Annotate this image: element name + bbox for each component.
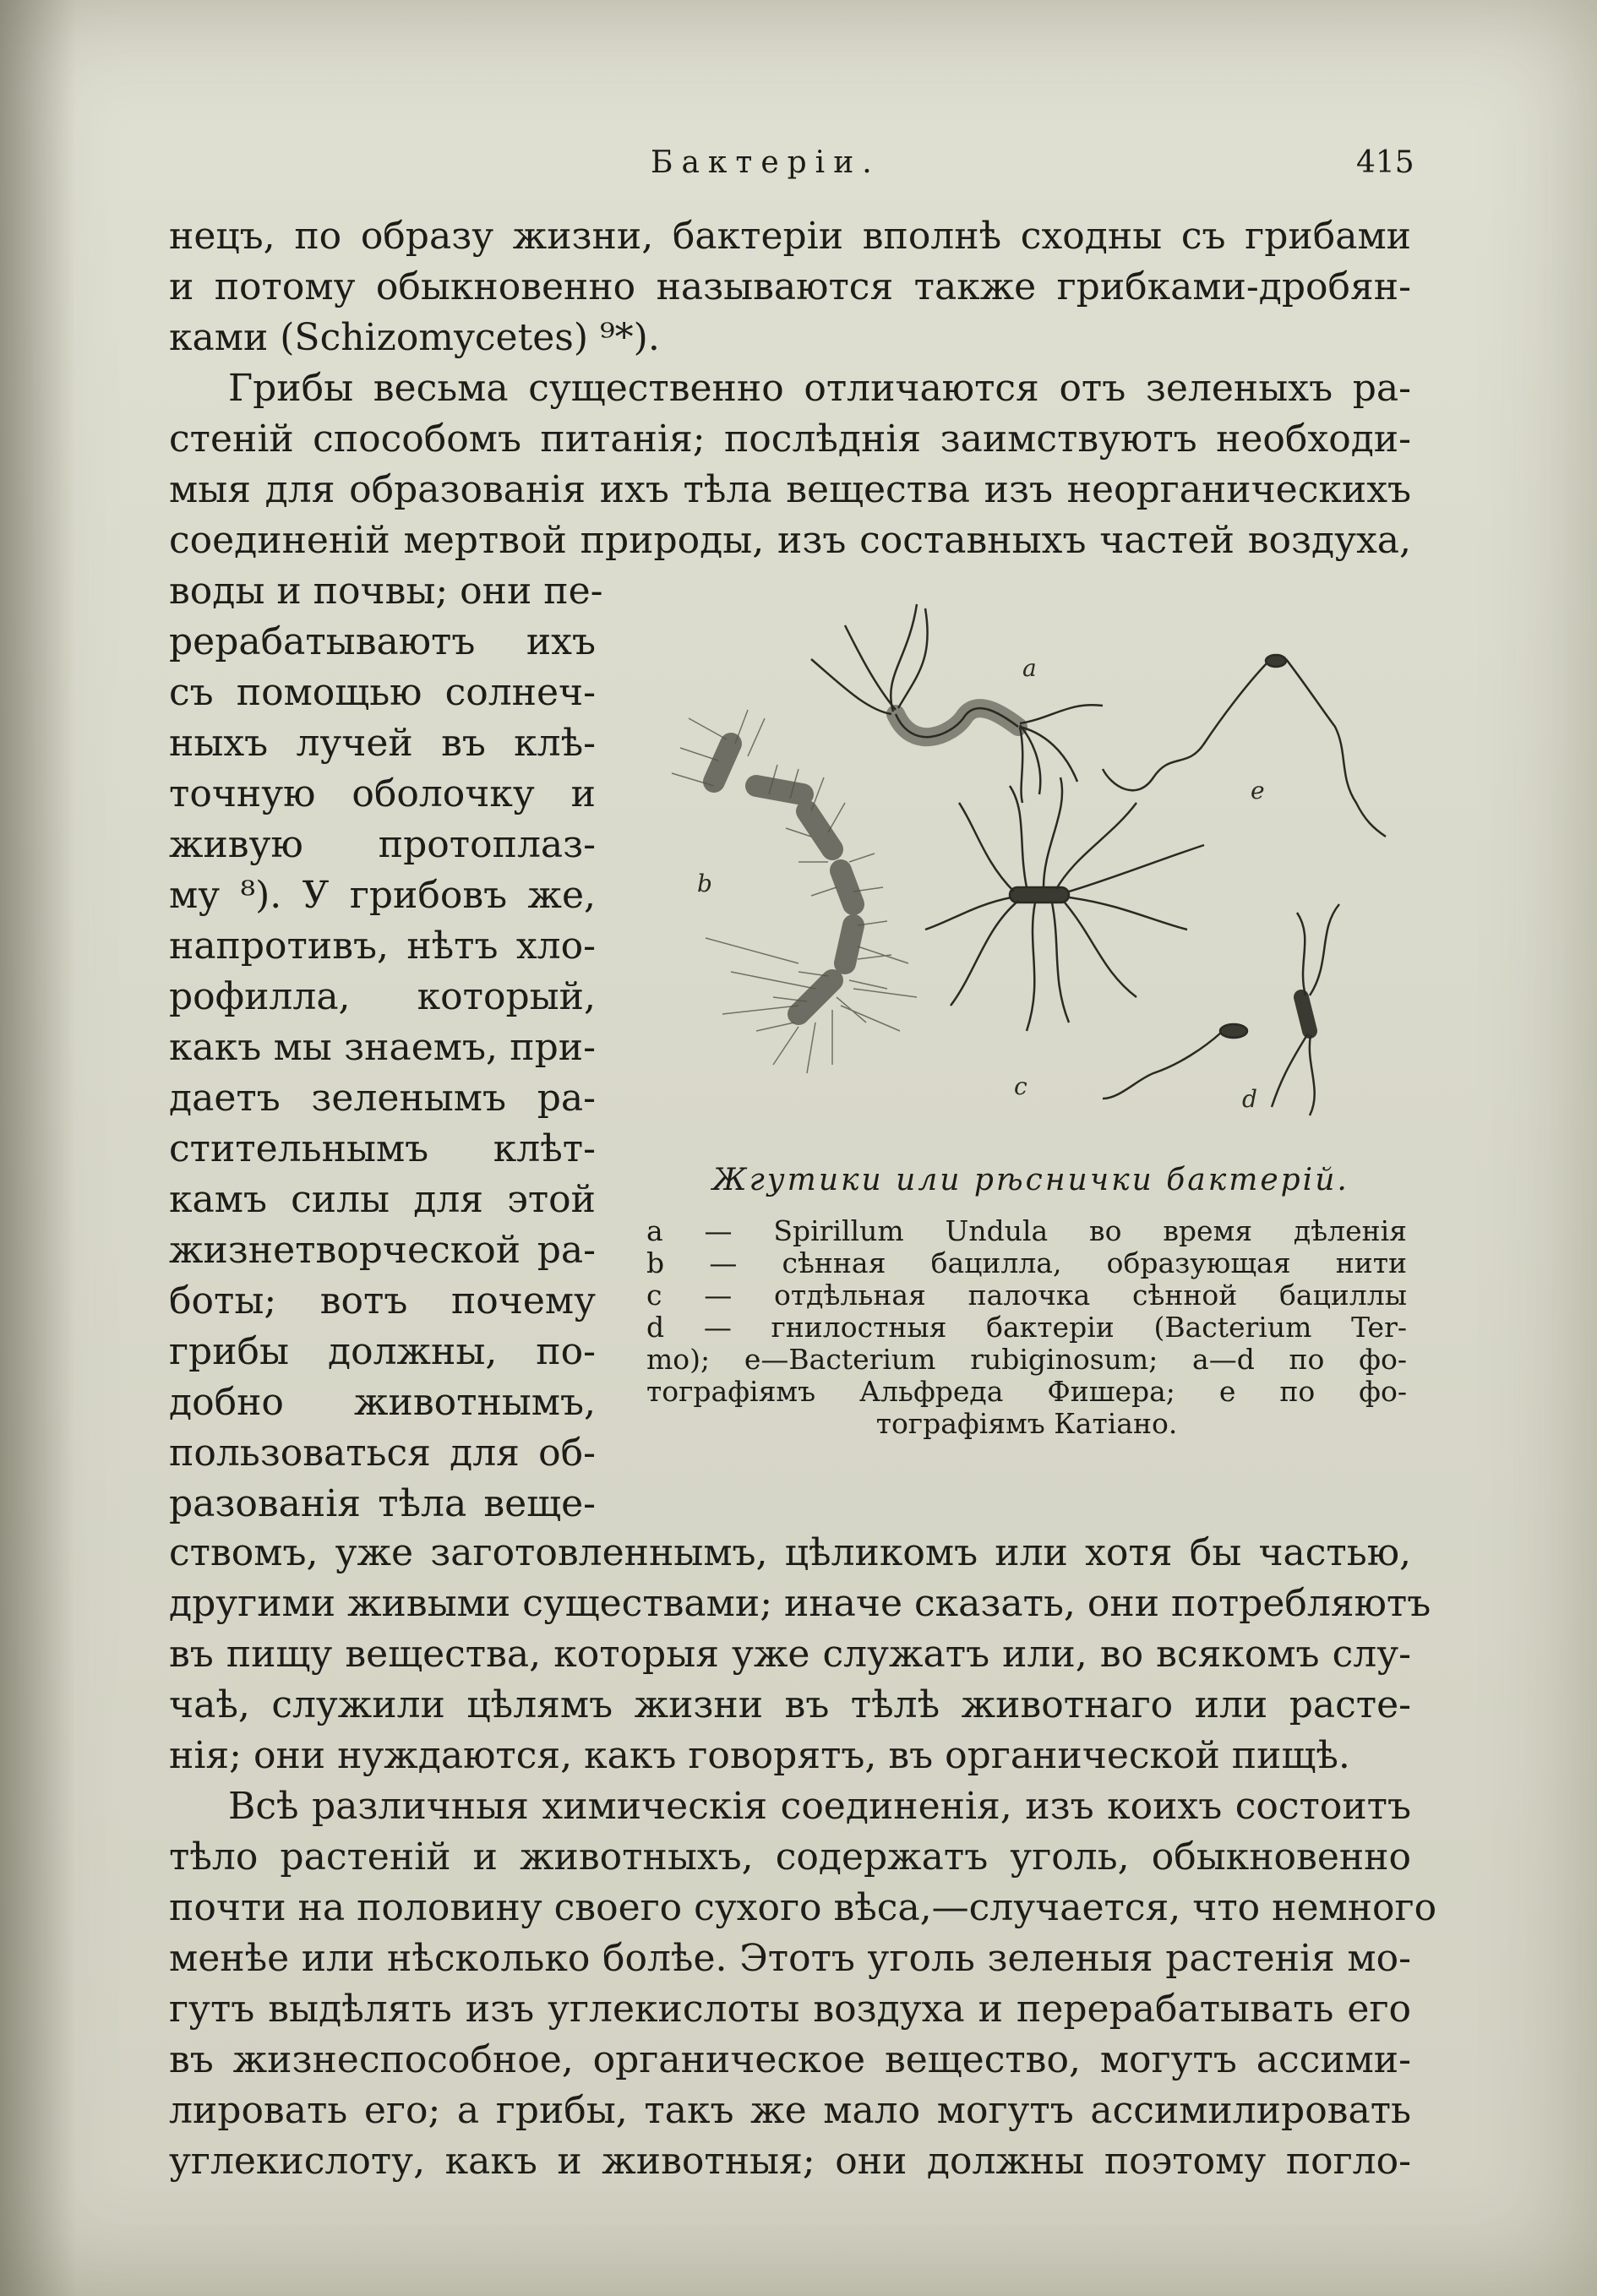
text-line: грибы должны, по- (169, 1330, 596, 1373)
figure-label-b: b (697, 870, 712, 897)
figure-label-e: e (1251, 777, 1265, 804)
text-line: и потому обыкновенно называются также грибками-дробян- (169, 265, 1411, 308)
text-line: лировать его; а грибы, такъ же мало могутъ ассимилировать (169, 2089, 1411, 2132)
text-line: углекислоту, какъ и животныя; они должны поэтому погло- (169, 2140, 1411, 2183)
text-line: добно животнымъ, (169, 1381, 596, 1424)
text-line: гутъ выдѣлять изъ углекислоты воздуха и перерабатывать его (169, 1988, 1411, 2031)
text-line: нецъ, по образу жизни, бактеріи вполнѣ сходны съ грибами (169, 215, 1411, 258)
figure-title: Жгутики или рѣснички бактерій. (712, 1163, 1349, 1197)
bacteria-flagella-illustration (630, 592, 1415, 1149)
text-line: даетъ зеленымъ ра- (169, 1077, 596, 1120)
text-line: тѣло растеній и животныхъ, содержатъ уголь, обыкновенно (169, 1835, 1411, 1879)
text-line: ствомъ, уже заготовленнымъ, цѣликомъ или хотя бы частью, (169, 1531, 1411, 1574)
figure-label-a: a (1022, 654, 1037, 682)
text-line: боты; вотъ почему (169, 1279, 596, 1323)
text-line: какъ мы знаемъ, при- (169, 1026, 596, 1069)
text-line: пользоваться для об- (169, 1432, 596, 1475)
figure-caption-line: тографіямъ Альфреда Фишера; e по фо- (646, 1375, 1407, 1408)
binding-shadow (0, 0, 76, 2296)
text-line: живую протоплаз- (169, 823, 596, 866)
text-line: напротивъ, нѣтъ хло- (169, 924, 596, 968)
text-line: другими живыми существами; иначе сказать, они потребляютъ (169, 1582, 1431, 1625)
figure-caption-line: тографіямъ Катіано. (875, 1407, 1178, 1440)
figure-caption-line: b — сѣнная бацилла, образующая нити (646, 1246, 1407, 1279)
text-line: Грибы весьма существенно отличаются отъ зеленыхъ ра- (228, 367, 1411, 410)
text-line: соединеній мертвой природы, изъ составныхъ частей воздуха, (169, 519, 1411, 562)
text-line: ками (Schizomycetes) ⁹*). (169, 316, 660, 359)
text-line: съ помощью солнеч- (169, 671, 596, 714)
text-line: рерабатываютъ ихъ (169, 620, 596, 663)
running-title: Бактеріи. (651, 145, 880, 180)
figure-label-d: d (1242, 1085, 1257, 1113)
figure-caption-line: d — гнилостныя бактеріи (Bacterium Ter- (646, 1311, 1407, 1344)
text-line: рофилла, который, (169, 975, 596, 1018)
text-line: камъ силы для этой (169, 1178, 596, 1221)
text-line: менѣе или нѣсколько болѣе. Этотъ уголь зеленыя растенія мо- (169, 1937, 1411, 1980)
text-line: стительнымъ клѣт- (169, 1127, 596, 1170)
figure-label-c: c (1014, 1072, 1027, 1100)
figure-caption-line: mo); e—Bacterium rubiginosum; a—d по фо- (646, 1343, 1407, 1376)
page-number: 415 (1356, 145, 1414, 180)
text-line: ныхъ лучей въ клѣ- (169, 722, 596, 765)
text-line: нія; они нуждаются, какъ говорятъ, въ органической пищѣ. (169, 1734, 1350, 1777)
text-line: мыя для образованія ихъ тѣла вещества изъ неорганическихъ (169, 468, 1411, 511)
text-line: Всѣ различныя химическія соединенія, изъ коихъ состоитъ (228, 1785, 1411, 1828)
text-line: воды и почвы; они пе- (169, 570, 603, 613)
text-line: жизнетворческой ра- (169, 1229, 596, 1272)
text-line: почти на половину своего сухого вѣса,—случается, что немного (169, 1886, 1437, 1929)
text-line: му ⁸). У грибовъ же, (169, 874, 596, 917)
text-line: въ пищу вещества, которыя уже служатъ или, во всякомъ слу- (169, 1633, 1411, 1676)
figure-caption-line: a — Spirillum Undula во время дѣленія (646, 1214, 1407, 1247)
text-line: точную оболочку и (169, 772, 596, 815)
text-line: стеній способомъ питанія; послѣднія заимствуютъ необходи- (169, 417, 1411, 461)
text-line: разованія тѣла веще- (169, 1482, 596, 1525)
text-line: въ жизнеспособное, органическое вещество, могутъ ассими- (169, 2038, 1411, 2081)
figure-caption-line: c — отдѣльная палочка сѣнной бациллы (646, 1279, 1407, 1312)
text-line: чаѣ, служили цѣлямъ жизни въ тѣлѣ животнаго или расте- (169, 1683, 1411, 1726)
